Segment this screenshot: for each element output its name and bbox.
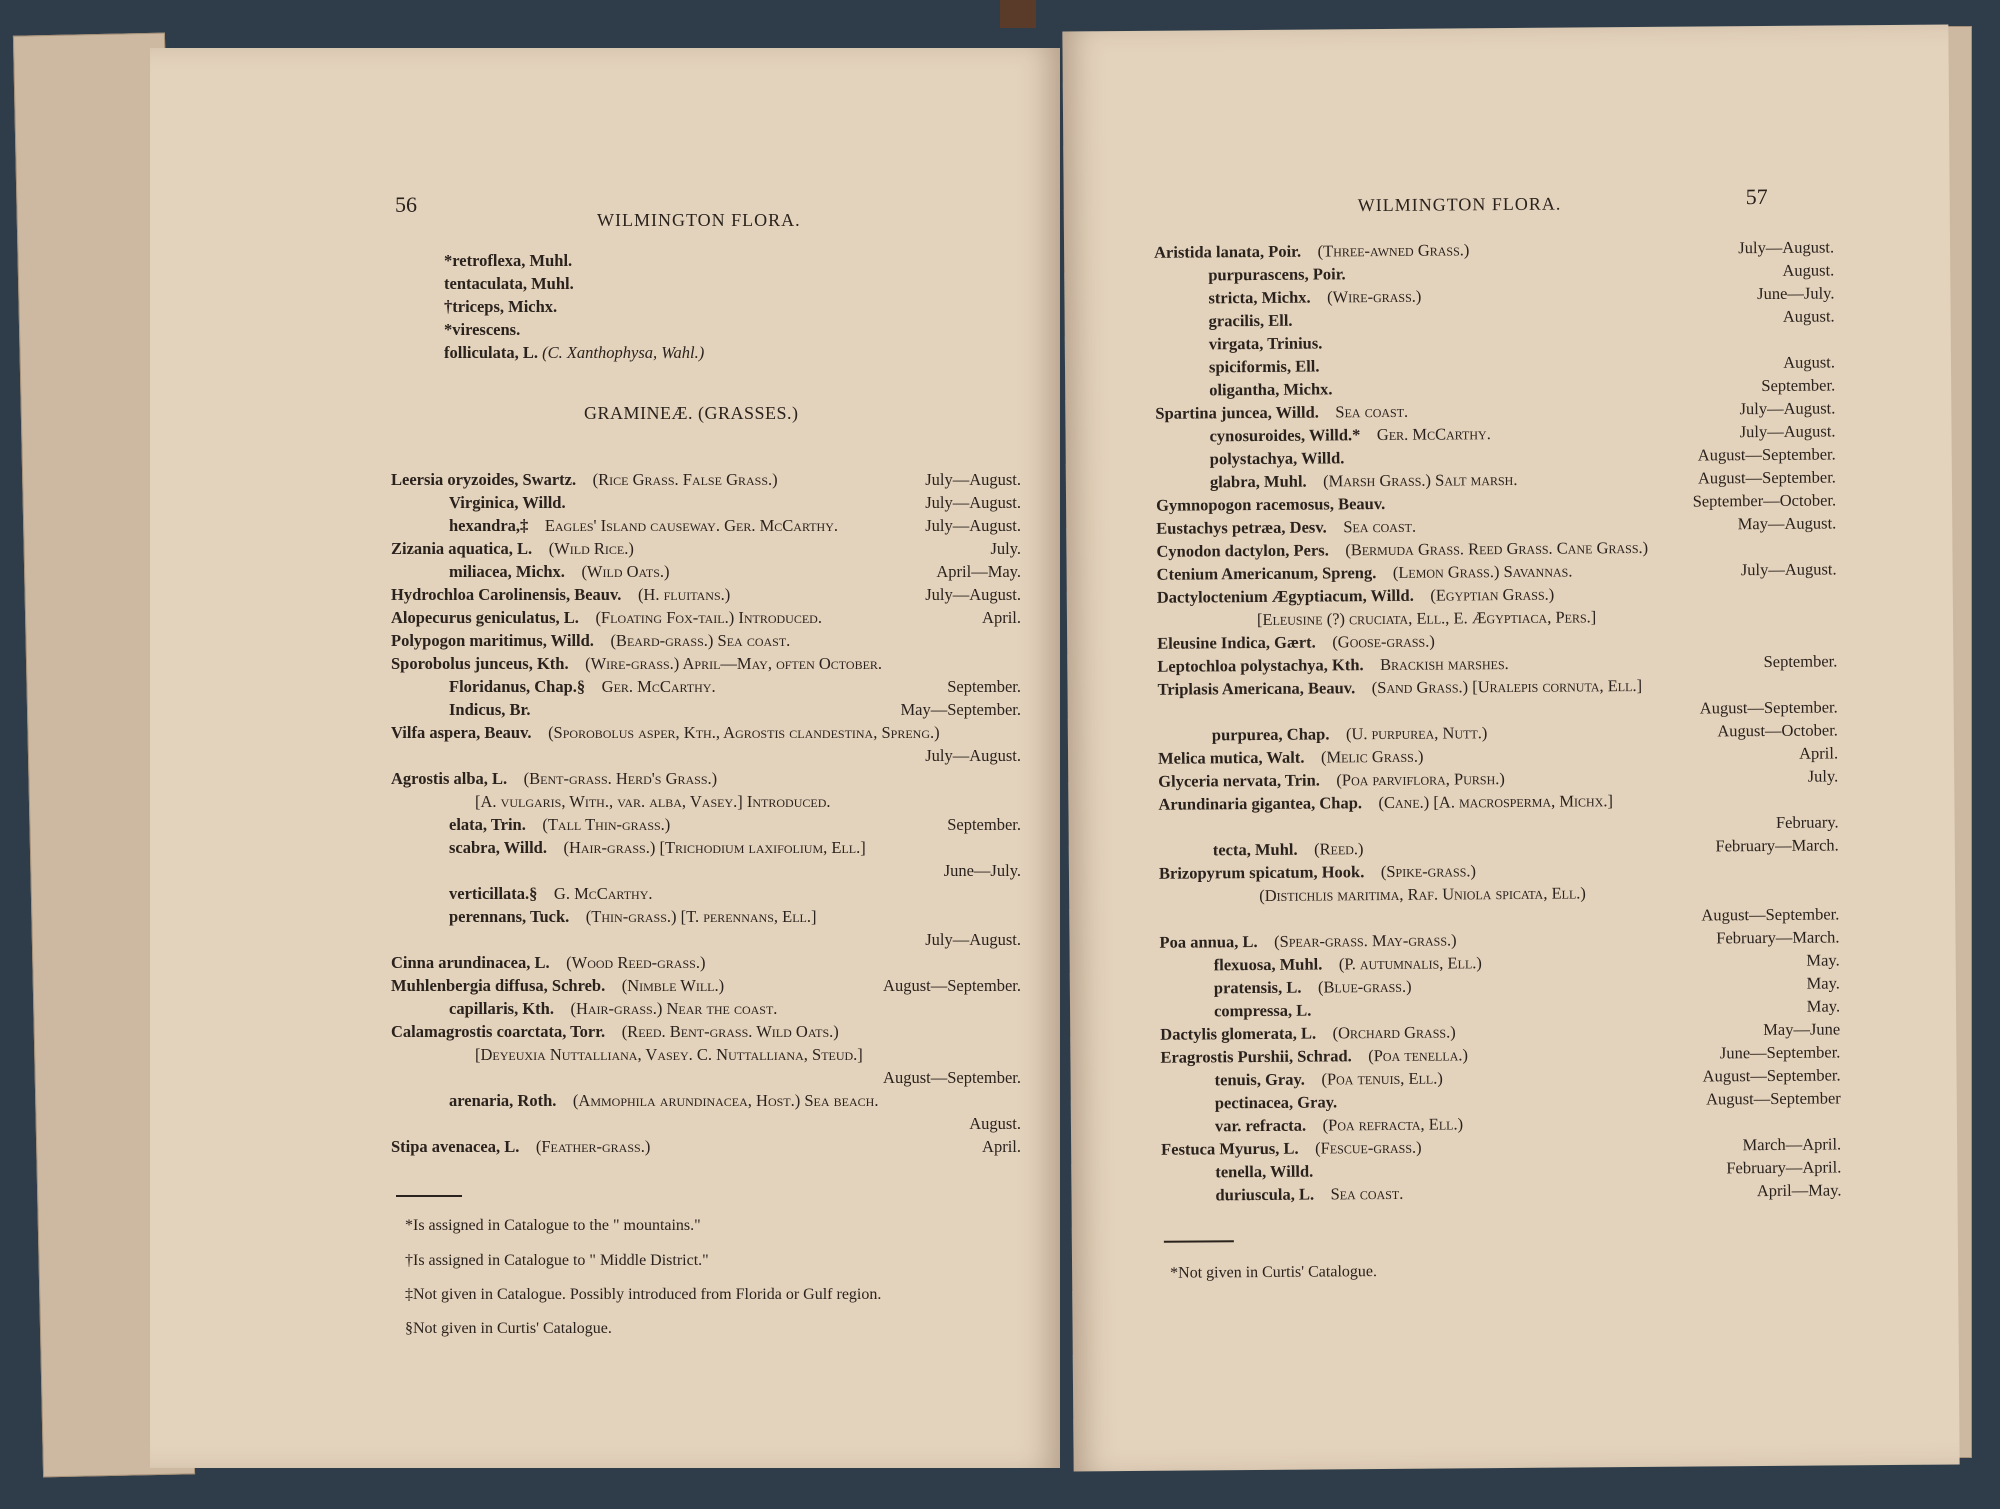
species-name: Aristida lanata, Poir. [1154, 241, 1302, 262]
left-page-number: 56 [395, 192, 417, 217]
species-name: pratensis, L. [1213, 977, 1302, 998]
flowering-period: April. [982, 1137, 1021, 1156]
list-item: folliculata, L. (C. Xanthophysa, Wahl.) [444, 343, 705, 362]
entry-row [1161, 1180, 1841, 1208]
flowering-period: February. [1775, 812, 1839, 832]
entry-note: (Tall Thin-grass.) [542, 815, 671, 834]
entry-text [1214, 1000, 1328, 1021]
entry-note: (Feather-grass.) [535, 1137, 651, 1156]
entry-row [391, 470, 1021, 493]
entry-text [449, 1091, 878, 1111]
species-name: pectinacea, Gray. [1214, 1092, 1338, 1113]
species-name: Ctenium Americanum, Spreng. [1156, 563, 1377, 584]
entry-note: (U. purpurea, Nutt.) [1345, 723, 1488, 744]
entry-row [391, 539, 1021, 562]
species-name: tecta, Muhl. [1212, 839, 1298, 860]
entry-text [449, 815, 670, 835]
entry-row [391, 1091, 1021, 1114]
entry-text [1259, 883, 1586, 906]
entry-row [391, 815, 1021, 838]
entry-text [391, 769, 717, 789]
entry-text [449, 884, 653, 904]
entry-text [1210, 470, 1518, 492]
flowering-period: April—May. [936, 562, 1021, 581]
species-name: Spartina juncea, Willd. [1155, 402, 1319, 423]
entry-text [475, 792, 831, 812]
entry-text [1209, 379, 1349, 400]
entry-row [391, 585, 1021, 608]
species-name: Leptochloa polystachya, Kth. [1157, 655, 1364, 676]
species-name: Eustachys petræa, Desv. [1156, 517, 1327, 538]
entry-text [449, 999, 777, 1019]
entry-text [1214, 953, 1482, 975]
entry-note: (Wire-grass.) [1327, 286, 1422, 307]
species-name: Sporobolus junceus, Kth. [391, 654, 569, 673]
entry-text [1214, 977, 1412, 999]
entry-note: (H. fluitans.) [637, 585, 731, 604]
entry-note: (Wild Rice.) [548, 539, 634, 558]
entry-row [391, 562, 1021, 585]
entry-text [449, 838, 866, 858]
entry-note: (Fescue-grass.) [1315, 1137, 1422, 1158]
entry-row [391, 746, 1021, 769]
species-name: Polypogon maritimus, Willd. [391, 631, 594, 650]
flowering-period: July—August. [925, 746, 1021, 765]
entry-row [391, 1022, 1021, 1045]
species-name: Cinna arundinacea, L. [391, 953, 550, 972]
flowering-period: June—July. [1757, 283, 1835, 304]
species-name: Agrostis alba, L. [391, 769, 508, 788]
entry-row [391, 700, 1021, 723]
flowering-period: April—May. [1756, 1180, 1842, 1201]
entry-text [1257, 607, 1596, 630]
entry-note: (Hair-grass.) Near the coast. [570, 999, 778, 1018]
flowering-period: August—September. [1699, 697, 1838, 718]
entry-note: (P. autumnalis, Ell.) [1338, 953, 1482, 974]
entry-note: (Hair-grass.) [Trichodium laxifolium, Ell.] [563, 838, 866, 857]
entry-note: (Poa tenella.) [1368, 1045, 1469, 1066]
flowering-period: February—April. [1726, 1157, 1842, 1178]
flowering-period: April. [982, 608, 1021, 627]
species-name: Virginica, Willd. [449, 493, 566, 512]
species-name: arenaria, Roth. [449, 1091, 557, 1110]
species-name: Brizopyrum spicatum, Hook. [1158, 862, 1365, 883]
entry-text [449, 907, 817, 927]
entry-note: Sea coast. [1330, 1183, 1404, 1204]
flowering-period: May. [1806, 996, 1841, 1016]
footnote: †Is assigned in Catalogue to " Middle District." [405, 1252, 709, 1269]
flowering-period: July—August. [925, 930, 1021, 949]
entry-row [391, 1045, 1021, 1068]
footnote-rule [396, 1195, 462, 1197]
entry-note: (Beard-grass.) Sea coast. [610, 631, 791, 650]
species-name: elata, Trin. [449, 815, 526, 834]
species-name: duriuscula, L. [1215, 1184, 1315, 1205]
entry-text [1156, 538, 1648, 562]
entry-text [1157, 632, 1435, 654]
species-name: perennans, Tuck. [449, 907, 570, 926]
flowering-period: June—July. [943, 861, 1021, 880]
entry-note: [Eleusine (?) cruciata, Ell., E. Ægyptiaca, Pers.] [1256, 607, 1597, 629]
flowering-period: September. [1763, 651, 1838, 672]
entry-note: (Bent-grass. Herd's Grass.) [523, 769, 718, 788]
species-name: glabra, Muhl. [1209, 471, 1307, 492]
right-running-header: WILMINGTON FLORA. [1357, 193, 1562, 216]
entry-text [1215, 1069, 1443, 1091]
species-name: Eleusine Indica, Gært. [1157, 632, 1316, 653]
entry-text [391, 539, 634, 559]
entry-text [1156, 494, 1402, 516]
species-name: spiciformis, Ell. [1208, 356, 1320, 377]
left-page [150, 48, 1060, 1468]
species-name: capillaris, Kth. [449, 999, 554, 1018]
entry-note: (Wild Oats.) [581, 562, 670, 581]
entry-text [1212, 723, 1488, 745]
species-name: flexuosa, Muhl. [1213, 954, 1323, 975]
list-item: *retroflexa, Muhl. [444, 251, 573, 270]
entry-row [391, 608, 1021, 631]
entry-row [391, 930, 1021, 953]
entry-note: (Spike-grass.) [1380, 861, 1477, 882]
species-name: verticillata.§ [449, 884, 538, 903]
entry-text [475, 1045, 863, 1065]
entry-row [391, 999, 1021, 1022]
species-name: Stipa avenacea, L. [391, 1137, 520, 1156]
entry-text [391, 631, 790, 651]
species-name: tenella, Willd. [1215, 1161, 1314, 1182]
entry-note: (Marsh Grass.) Salt marsh. [1323, 469, 1518, 491]
species-name: Indicus, Br. [449, 700, 531, 719]
entry-row [391, 769, 1021, 792]
flowering-period: July—August. [1739, 398, 1836, 419]
species-name: virgata, Trinius. [1208, 333, 1323, 354]
entry-note: (Goose-grass.) [1332, 631, 1435, 652]
species-name: Dactyloctenium Ægyptiacum, Willd. [1156, 585, 1414, 607]
entry-row [391, 723, 1021, 746]
flowering-period: August—October. [1717, 720, 1838, 741]
entry-text [1209, 333, 1339, 354]
footnote: *Is assigned in Catalogue to the " mountains." [405, 1217, 701, 1234]
footnote: *Not given in Curtis' Catalogue. [1170, 1263, 1378, 1282]
flowering-period: July—August. [1740, 559, 1837, 580]
species-name: Melica mutica, Walt. [1157, 747, 1305, 768]
footnote-rule [1164, 1240, 1234, 1243]
species-name: Festuca Myurus, L. [1161, 1138, 1299, 1159]
flowering-period: August—September. [883, 1068, 1021, 1087]
flowering-period: May—September. [900, 700, 1021, 719]
entry-note: (Nimble Will.) [621, 976, 725, 995]
entry-note: (Wire-grass.) April—May, often October. [585, 654, 883, 673]
flowering-period: September. [947, 815, 1021, 834]
flowering-period: July. [1807, 766, 1839, 786]
species-name: compressa, L. [1213, 1000, 1312, 1021]
entry-note: (Spear-grass. May-grass.) [1274, 930, 1457, 951]
entry-note: (Reed.) [1313, 839, 1364, 859]
entry-text [1154, 240, 1469, 262]
species-name: var. refracta. [1214, 1115, 1307, 1136]
entry-text [449, 700, 547, 720]
species-name: purpurascens, Poir. [1208, 264, 1346, 285]
entry-text [1208, 264, 1362, 285]
entry-text [1159, 930, 1456, 952]
entry-text [1158, 791, 1613, 815]
entry-note: (Melic Grass.) [1320, 746, 1424, 767]
species-name: Hydrochloa Carolinensis, Beauv. [391, 585, 622, 604]
entry-row [391, 1114, 1021, 1137]
flowering-period: July. [990, 539, 1021, 558]
entry-note: Ger. McCarthy. [601, 677, 716, 696]
entry-row [391, 884, 1021, 907]
species-name: Floridanus, Chap.§ [449, 677, 586, 696]
flowering-period: July—August. [925, 585, 1021, 604]
section-title: GRAMINEÆ. (GRASSES.) [584, 403, 799, 423]
entry-text [1156, 517, 1416, 539]
entry-text [449, 677, 716, 697]
entry-row [391, 631, 1021, 654]
flowering-period: September. [1761, 375, 1836, 396]
left-top-list [444, 251, 864, 366]
entry-text [391, 953, 705, 973]
flowering-period: August. [1783, 352, 1836, 372]
entry-text [1159, 861, 1476, 883]
entry-text [391, 723, 940, 743]
entry-text [391, 976, 724, 996]
entry-text [391, 1137, 650, 1157]
entry-note: (Three-awned Grass.) [1317, 240, 1470, 261]
entry-text [1213, 839, 1364, 860]
species-name: polystachya, Willd. [1209, 448, 1345, 469]
list-item: †triceps, Michx. [444, 297, 558, 316]
entry-text [1158, 747, 1424, 769]
entry-note: Sea coast. [1343, 516, 1417, 537]
flowering-period: August. [1782, 260, 1835, 280]
flowering-period: May—June [1763, 1019, 1841, 1040]
entry-text [1215, 1161, 1330, 1182]
entry-text [1160, 1045, 1468, 1067]
flowering-period: February—March. [1716, 927, 1840, 948]
entry-row [391, 516, 1021, 539]
species-name: Eragrostis Purshii, Schrad. [1160, 1046, 1352, 1067]
entry-note: (Wood Reed-grass.) [566, 953, 706, 972]
entry-text [1215, 1114, 1463, 1136]
species-name: Vilfa aspera, Beauv. [391, 723, 532, 742]
flowering-period: February—March. [1715, 835, 1839, 856]
entry-note: (Sporobolus asper, Kth., Agrostis clandestina, Spreng.) [548, 723, 940, 742]
species-name: purpurea, Chap. [1211, 724, 1330, 745]
entry-text [391, 585, 730, 605]
flowering-period: August—September. [883, 976, 1021, 995]
species-name: Poa annua, L. [1159, 931, 1258, 952]
entry-note: (Poa refracta, Ell.) [1322, 1114, 1464, 1135]
entry-text [1157, 676, 1642, 700]
entry-row [391, 861, 1021, 884]
species-name: Glyceria nervata, Trin. [1158, 770, 1320, 791]
flowering-period: September. [947, 677, 1021, 696]
entry-text [1215, 1184, 1403, 1205]
species-name: miliacea, Michx. [449, 562, 565, 581]
entry-note: (Distichlis maritima, Raf. Uniola spicata, Ell.) [1259, 883, 1586, 905]
flowering-period: August—September. [1701, 904, 1840, 925]
entry-note: (Reed. Bent-grass. Wild Oats.) [621, 1022, 839, 1041]
entry-text [1161, 1138, 1422, 1160]
entry-row [391, 953, 1021, 976]
flowering-period: August—September. [1697, 467, 1836, 488]
entry-note: (Blue-grass.) [1317, 976, 1412, 997]
entry-text [1158, 769, 1505, 792]
species-name: oligantha, Michx. [1209, 379, 1333, 400]
species-name: hexandra,‡ [449, 516, 529, 535]
right-entry-list [1154, 237, 1842, 1208]
entry-text [449, 493, 582, 513]
species-name: Muhlenbergia diffusa, Schreb. [391, 976, 606, 995]
species-name: gracilis, Ell. [1208, 310, 1293, 331]
right-page [1062, 25, 1959, 1472]
flowering-period: May—August. [1737, 513, 1837, 534]
entry-note: Ger. McCarthy. [1376, 424, 1491, 445]
species-name: Leersia oryzoides, Swartz. [391, 470, 577, 489]
entry-note: (Rice Grass. False Grass.) [592, 470, 778, 489]
entry-note: (Sand Grass.) [Uralepis cornuta, Ell.] [1371, 675, 1643, 698]
flowering-period: August. [1782, 306, 1835, 326]
entry-text [449, 516, 838, 536]
entry-text [449, 562, 670, 582]
entry-row [391, 838, 1021, 861]
flowering-period: March—April. [1742, 1134, 1842, 1155]
flowering-period: July—August. [1738, 237, 1835, 258]
entry-text [1157, 585, 1555, 608]
list-item: *virescens. [444, 320, 521, 339]
entry-note: Eagles' Island causeway. Ger. McCarthy. [544, 516, 839, 535]
bookmark-ribbon [1000, 0, 1036, 28]
entry-text [1209, 311, 1310, 332]
species-name: Gymnopogon racemosus, Beauv. [1156, 493, 1386, 515]
entry-note: (Ammophila arundinacea, Host.) Sea beach. [572, 1091, 879, 1110]
footnote: §Not given in Curtis' Catalogue. [405, 1320, 612, 1337]
entry-text [1160, 1022, 1456, 1044]
entry-row [391, 907, 1021, 930]
entry-note: G. McCarthy. [553, 884, 653, 903]
footnote: ‡Not given in Catalogue. Possibly introduced from Florida or Gulf region. [405, 1286, 882, 1303]
flowering-period: August—September. [1697, 444, 1836, 465]
right-page-number: 57 [1745, 183, 1768, 210]
species-name: Calamagrostis coarctata, Torr. [391, 1022, 606, 1041]
entry-text [1208, 287, 1421, 309]
entry-note: (Lemon Grass.) Savannas. [1392, 561, 1573, 582]
entry-note: (Floating Fox-tail.) Introduced. [595, 608, 822, 627]
species-name: Alopecurus geniculatus, L. [391, 608, 579, 627]
entry-text [1155, 402, 1408, 424]
entry-text [391, 654, 882, 674]
entry-note: (Cane.) [A. macrosperma, Michx.] [1378, 791, 1614, 813]
entry-text [1215, 1092, 1354, 1113]
entry-note: (Thin-grass.) [T. perennans, Ell.] [585, 907, 817, 926]
flowering-period: July—August. [1739, 421, 1836, 442]
entry-note: (Bermuda Grass. Reed Grass. Cane Grass.) [1345, 537, 1649, 560]
entry-row [391, 654, 1021, 677]
entry-note: (Poa parviflora, Pursh.) [1336, 769, 1505, 790]
entry-text [1210, 448, 1361, 469]
species-name: cynosuroides, Willd.* [1209, 425, 1361, 446]
entry-note: Sea coast. [1335, 401, 1409, 422]
flowering-period: August—September. [1702, 1065, 1841, 1086]
species-name: Dactylis glomerata, L. [1160, 1023, 1317, 1044]
entry-text [1209, 356, 1336, 377]
entry-note: [Deyeuxia Nuttalliana, Vasey. C. Nuttalliana, Steud.] [475, 1045, 863, 1064]
flowering-period: July—August. [925, 493, 1021, 512]
entry-row [391, 1137, 1021, 1160]
entry-note: [A. vulgaris, With., var. alba, Vasey.] Introduced. [475, 792, 831, 811]
species-name: Cynodon dactylon, Pers. [1156, 540, 1329, 561]
flowering-period: May. [1806, 973, 1840, 993]
flowering-period: May. [1806, 950, 1840, 970]
flowering-period: August—September [1705, 1088, 1841, 1109]
entry-row [391, 493, 1021, 516]
entry-row [391, 976, 1021, 999]
entry-row [391, 1068, 1021, 1091]
entry-note: Brackish marshes. [1380, 654, 1509, 675]
species-name: tenuis, Gray. [1214, 1069, 1305, 1090]
flowering-period: June—September. [1719, 1042, 1841, 1063]
entry-text [391, 470, 778, 490]
entry-text [1209, 424, 1490, 446]
flowering-period: July—August. [925, 516, 1021, 535]
flowering-period: August. [969, 1114, 1021, 1133]
flowering-period: July—August. [925, 470, 1021, 489]
list-item: tentaculata, Muhl. [444, 274, 574, 293]
entry-text [1157, 654, 1509, 677]
entry-text [391, 608, 822, 628]
entry-note: (Poa tenuis, Ell.) [1321, 1068, 1443, 1089]
entry-text [1157, 562, 1573, 585]
entry-note: (Egyptian Grass.) [1430, 584, 1555, 605]
species-name: Triplasis Americana, Beauv. [1157, 678, 1356, 699]
entry-row [391, 792, 1021, 815]
species-name: scabra, Willd. [449, 838, 547, 857]
left-entry-list [391, 470, 1021, 1160]
flowering-period: September—October. [1692, 490, 1837, 511]
species-name: stricta, Michx. [1208, 287, 1311, 308]
entry-row [391, 677, 1021, 700]
species-name: Zizania aquatica, L. [391, 539, 533, 558]
species-name: Arundinaria gigantea, Chap. [1158, 793, 1363, 814]
entry-text [391, 1022, 839, 1042]
entry-note: (Orchard Grass.) [1332, 1022, 1456, 1043]
flowering-period: April. [1799, 743, 1839, 763]
left-running-header: WILMINGTON FLORA. [597, 210, 801, 230]
